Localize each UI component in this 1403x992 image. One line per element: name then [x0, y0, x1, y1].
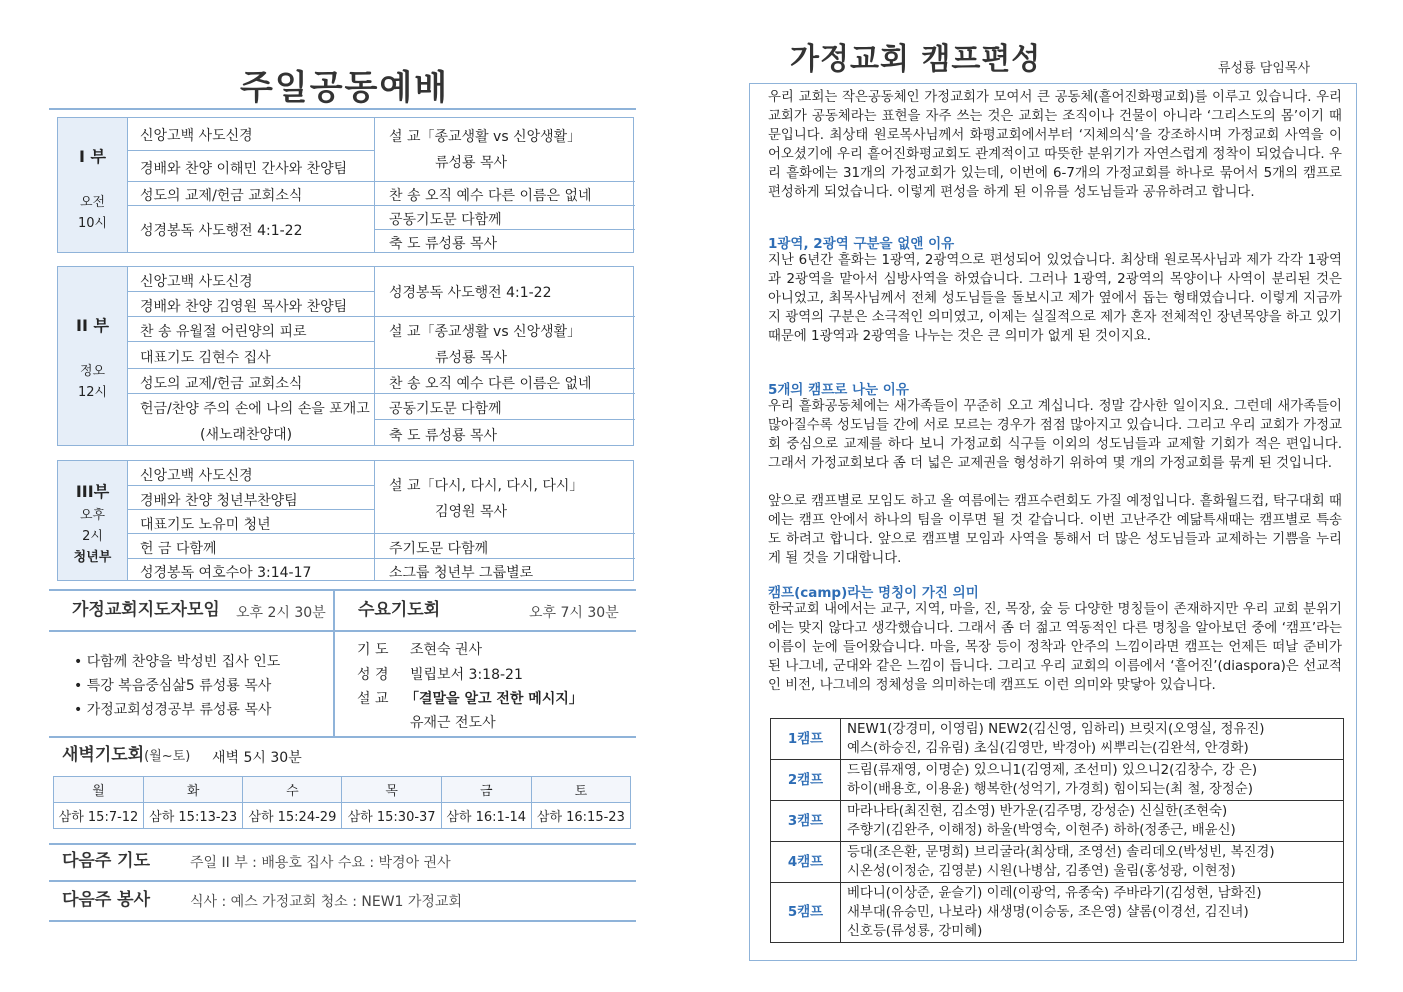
service-1 [57, 117, 634, 253]
leaders-time: 오후 2시 30분 [236, 605, 326, 621]
label: 설 교 [357, 691, 389, 707]
order-item: 신앙고백 사도신경 [128, 118, 374, 151]
order-item: 신앙고백 사도신경 [128, 461, 374, 486]
dawn-title: 새벽기도회(월~토) [62, 745, 191, 765]
service-label: III부 오후 2시 청년부 [58, 461, 128, 580]
wednesday-title: 수요기도회 [358, 600, 441, 620]
order-item: 공동기도문 다함께 [375, 394, 635, 420]
paragraph: 우리 흩화공동체에는 새가족들이 꾸준히 오고 계십니다. 정말 감사한 일이지요. 그런데 새가족들이 많아질수록 성도님들 간에 서로 모르는 경우가 점점 많아지고 있습니다. 그리고 우리 교회가 가정교회 중심으로 교제를 하다 보니 가정교회 식구들 이외의 성도님들과 교제할 기회가 적은 편입니다. 그래서 가정교회보다 좀 더 넓은 교제권을 형성하기 위하여 몇 개의 가정교회를 묶게 된 것입니다. [768, 399, 1342, 471]
value: 유재근 전도사 [410, 715, 496, 731]
order-item: 찬 송 유월절 어린양의 피로 [128, 317, 374, 342]
next-service-text: 식사 : 예스 가정교회 청소 : NEW1 가정교회 [190, 894, 462, 910]
service-label: I 부 오전 10시 [58, 118, 128, 252]
service-label: II 부 정오 12시 [58, 267, 128, 445]
section-heading: 캠프(camp)라는 명칭이 가진 의미 [768, 585, 979, 601]
wednesday-time: 오후 7시 30분 [529, 605, 619, 621]
order-item: 찬 송 오직 예수 다른 이름은 없네 [375, 369, 635, 394]
service-2 [57, 266, 634, 446]
table-row: 1캠프 NEW1(강경미, 이영림) NEW2(김신영, 임하리) 브릿지(오영실, 정유진) 예스(하승진, 김유림) 초심(김영만, 박경아) 씨뿌리는(김완석, 안경화) [771, 719, 1344, 760]
table-row: 3캠프 마라나타(최진현, 김소영) 반가운(김주명, 강성순) 신실한(조현숙) 주향기(김완주, 이해정) 하울(박영숙, 이현주) 하하(정종근, 배윤신) [771, 801, 1344, 842]
table-row: 5캠프 베다니(이상준, 윤슬기) 이레(이광억, 유종숙) 주바라기(김성현, 남화진) 새부대(유승민, 나보라) 새생명(이승동, 조은영) 샬롬(이경선, 김진녀) 신호등(류성룡, 강미혜) [771, 883, 1344, 943]
divider [49, 920, 636, 922]
article-box [749, 83, 1357, 961]
value: 빌립보서 3:18-21 [410, 667, 523, 683]
value: 「결말을 알고 전한 메시지」 [405, 691, 583, 707]
paragraph: 한국교회 내에서는 교구, 지역, 마을, 진, 목장, 숲 등 다양한 명칭들이 존재하지만 우리 교회 분위기에는 맞지 않다고 생각했습니다. 그래서 좀 더 젊고 역동적인 다른 명칭을 알아보던 중에 ‘캠프’라는 이름이 눈에 들어왔습니다. 마을, 목장 등이 정착과 안주의 느낌이라면 캠프는 언제든 떠날 준비가 된 나그네, 군대와 같은 느낌이 듭니다. 그리고 우리 교회의 이름에서 ‘흩어진’(diaspora)은 선교적인 비전, 나그네의 정체성을 의미하는데 캠프도 이런 의미와 맞닿아 있습니다. [768, 602, 1342, 693]
sermon-item: 설 교「종교생활 vs 신앙생활」 류성룡 목사 [375, 317, 635, 369]
camp-table [770, 718, 1344, 943]
order-item: 축 도 류성룡 목사 [389, 428, 498, 444]
order-item: 대표기도 김현수 집사 [128, 342, 374, 369]
divider [49, 630, 636, 632]
label: 성 경 [357, 667, 389, 683]
sermon-item: 설 교「다시, 다시, 다시, 다시」 김영원 목사 [375, 461, 635, 534]
page-title: 주일공동예배 [240, 68, 450, 108]
value: 조현숙 권사 [410, 642, 483, 658]
label: 기 도 [357, 642, 389, 658]
author: 류성룡 담임목사 [1218, 61, 1311, 76]
paragraph: 우리 교회는 작은공동체인 가정교회가 모여서 큰 공동체(흩어진화평교회)를 이루고 있습니다. 우리 교회가 공동체라는 표현을 자주 쓰는 것은 교회는 조직이나 건물이 아니라 ‘그리스도의 몸’이기 때문입니다. 최상태 원로목사님께서 화평교회에서부터 ‘지체의식’을 강조하시며 가정교회 사역을 이어오셨기에 우리 흩어진화평교회도 관계적이고 따뜻한 분위기가 자연스럽게 정착이 되었습니다. 우리 흩화에는 31개의 가정교회가 있는데, 이번에 6-7개의 가정교회를 하나로 묶어서 5개의 캠프로 편성하게 되었습니다. 이렇게 편성을 하게 된 이유를 성도님들과 공유하려고 합니다. [768, 90, 1342, 200]
next-service-title: 다음주 봉사 [62, 890, 151, 910]
order-item: 경배와 찬양 청년부찬양팀 [128, 486, 374, 510]
section-heading: 1광역, 2광역 구분을 없앤 이유 [768, 236, 955, 252]
order-item: 경배와 찬양 이해민 간사와 찬양팀 [128, 151, 374, 182]
order-item: 헌 금 다함께 [128, 534, 374, 559]
service-3 [57, 460, 634, 581]
section-heading: 5개의 캠프로 나눈 이유 [768, 382, 909, 398]
divider [49, 736, 636, 738]
order-item: 성도의 교제/헌금 교회소식 [128, 182, 374, 206]
paragraph: 지난 6년간 흩화는 1광역, 2광역으로 편성되어 있었습니다. 최상태 원로목사님과 제가 각각 1광역과 2광역을 맡아서 심방사역을 하였습니다. 그러나 1광역, 2광역의 목양이나 사역이 분리된 것은 아니었고, 최목사님께서 전체 성도님들을 돌보시고 제가 옆에서 돕는 형태였습니다. 이렇게 지금까지 광역의 구분은 소극적인 의미였고, 이제는 실질적으로 제가 혼자 전체적인 장년목양을 하고 있기 때문에 1광역과 2광역을 나누는 것은 큰 의미가 없게 된 것이지요. [768, 253, 1342, 344]
divider [49, 843, 636, 845]
next-prayer-title: 다음주 기도 [62, 851, 151, 871]
divider [49, 880, 636, 882]
order-item: 성경봉독 사도행전 4:1-22 [140, 223, 303, 239]
next-prayer-text: 주일 II 부 : 배용호 집사 수요 : 박경아 권사 [190, 855, 451, 871]
leaders-item: • 특강 복음중심삶5 류성룡 목사 [74, 678, 272, 694]
leaders-item: • 가정교회성경공부 류성룡 목사 [74, 702, 272, 718]
table-row: 4캠프 등대(조은환, 문명희) 브리굴라(최상태, 조영선) 솔리데오(박성빈, 복진경) 시온성(이정순, 김영분) 시원(나병삼, 김종연) 울림(홍성광, 이현정) [771, 842, 1344, 883]
order-item: 신앙고백 사도신경 [128, 267, 374, 292]
order-item: 공동기도문 다함께 [375, 206, 635, 230]
order-item: 주기도문 다함께 [375, 534, 635, 559]
order-item: 성경봉독 여호수아 3:14-17 [140, 565, 312, 581]
leaders-title: 가정교회지도자모임 [72, 600, 220, 620]
leaders-item: • 다함께 찬양을 박성빈 집사 인도 [74, 654, 281, 670]
order-item: 소그룹 청년부 그룹별로 [389, 565, 534, 581]
article-title: 가정교회 캠프편성 [790, 42, 1042, 77]
dawn-schedule: 월 화 수 목 금 토 삼하 15:7-12 삼하 15:13-23 삼하 15:24-29 삼하 15:30-37 삼하 16:1-14 삼하 16:15-23 [53, 776, 631, 829]
order-item: 경배와 찬양 김영원 목사와 찬양팀 [128, 292, 374, 317]
order-item: 헌금/찬양 주의 손에 나의 손을 포개고 (새노래찬양대) [140, 401, 370, 443]
order-item: 성도의 교제/헌금 교회소식 [128, 369, 374, 394]
dawn-time: 새벽 5시 30분 [212, 750, 302, 766]
divider [333, 589, 335, 737]
order-item: 찬 송 오직 예수 다른 이름은 없네 [375, 182, 635, 206]
sermon-item: 설 교「종교생활 vs 신앙생활」 류성룡 목사 [375, 118, 635, 182]
order-item: 축 도 류성룡 목사 [389, 236, 498, 252]
divider [49, 108, 636, 110]
table-row: 2캠프 드림(류재영, 이명순) 있으니1(김영제, 조선미) 있으니2(김창수, 강 은) 하이(배용호, 이용윤) 행복한(성억기, 가경희) 힘이되는(최 철, 장정순) [771, 760, 1344, 801]
order-item: 대표기도 노유미 청년 [128, 510, 374, 534]
paragraph: 앞으로 캠프별로 모임도 하고 올 여름에는 캠프수련회도 가질 예정입니다. 흩화월드컵, 탁구대회 때에는 캠프 안에서 하나의 팀을 이루면 될 것 같습니다. 이번 고난주간 예닮특새때는 캠프별로 특송도 하려고 합니다. 앞으로 캠프별 모임과 사역을 통해서 더 많은 성도님들과 교제하는 기쁨을 누리게 될 것을 기대합니다. [768, 494, 1342, 566]
order-item: 성경봉독 사도행전 4:1-22 [375, 267, 635, 317]
divider [49, 589, 636, 591]
